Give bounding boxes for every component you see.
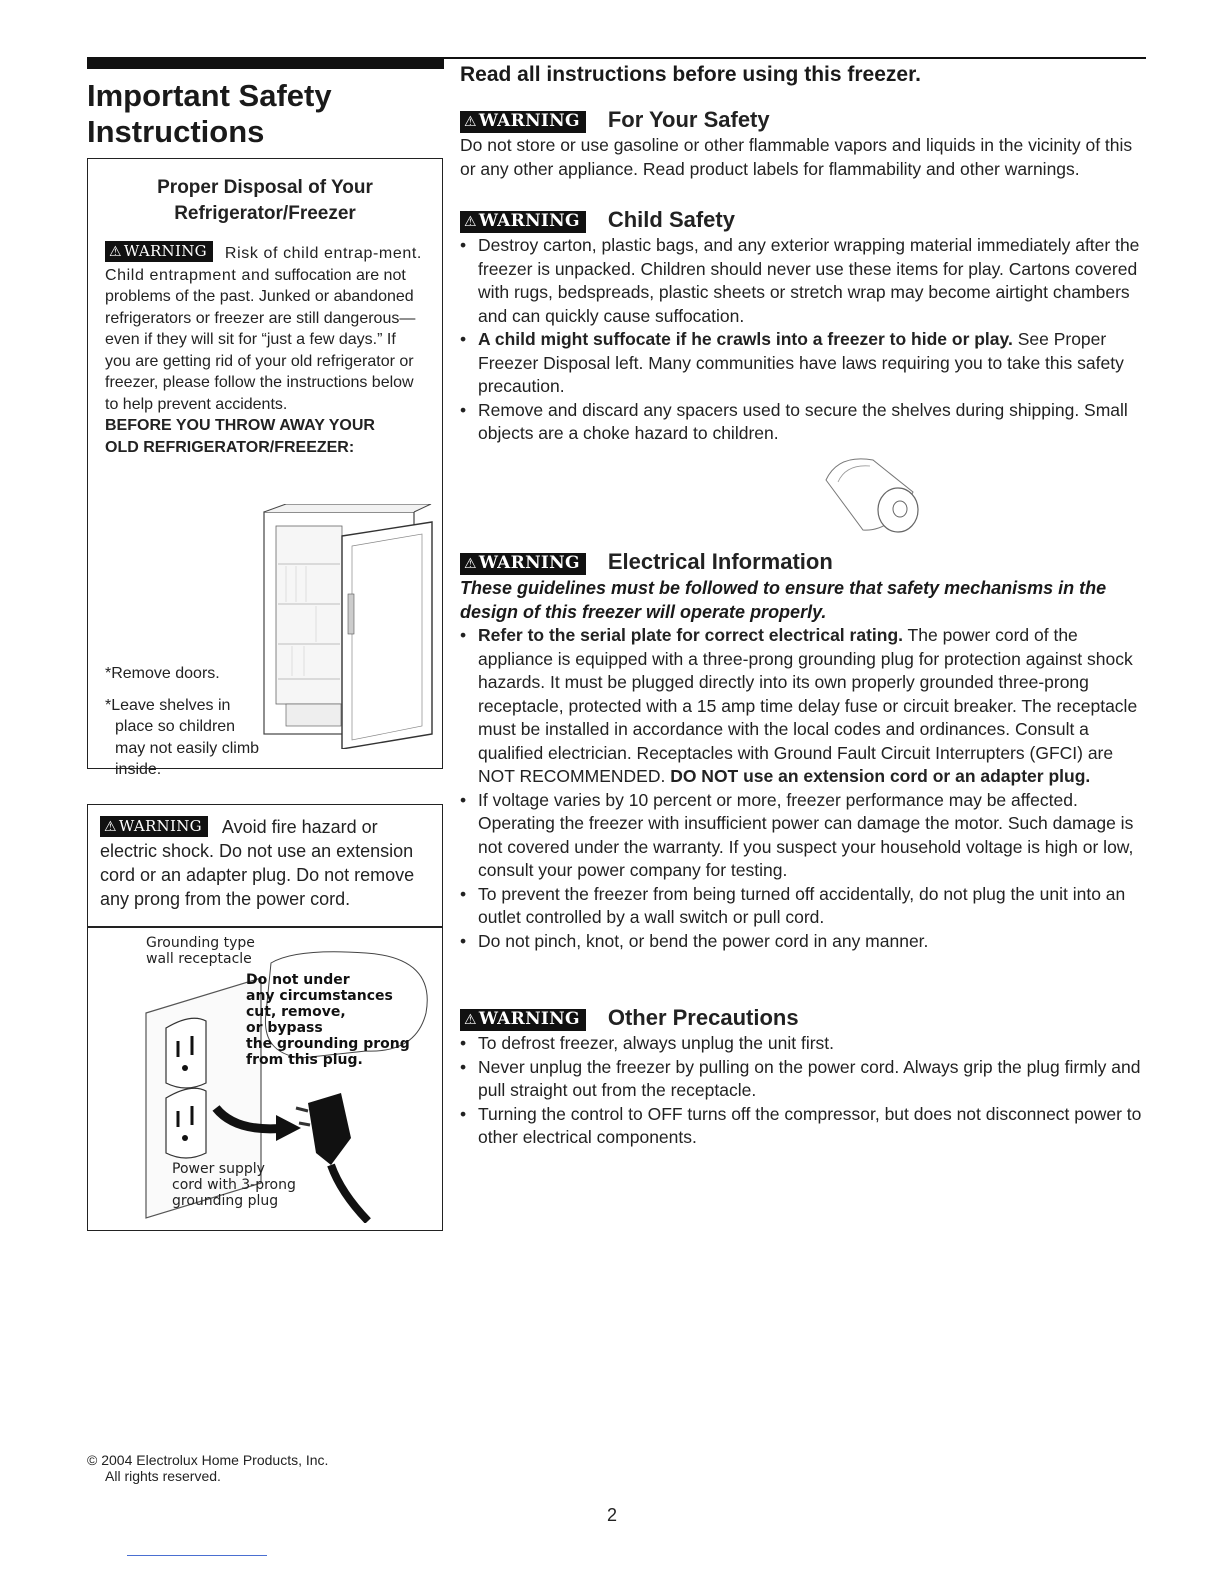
warning-badge: ⚠ WARNING: [460, 553, 586, 575]
alert-triangle-icon: ⚠: [464, 556, 477, 572]
page-title: [87, 78, 427, 150]
rights-reserved: All rights reserved.: [105, 1468, 221, 1484]
alert-triangle-icon: ⚠: [464, 114, 477, 130]
step-leave-shelves: *Leave shelves in place so children may not easily climb inside.: [105, 696, 260, 778]
header-rule: [444, 57, 1146, 59]
section-child-safety: [460, 206, 1146, 446]
warning-badge: ⚠ WARNING: [460, 1009, 586, 1031]
page-title-line2: Instructions: [87, 114, 265, 149]
freezer-illustration: [256, 504, 436, 749]
warning-badge: ⚠ WARNING: [460, 111, 586, 133]
section-your-safety: [460, 106, 1146, 181]
alert-triangle-icon: ⚠: [109, 244, 122, 260]
step-remove-doors: *Remove doors.: [105, 665, 220, 682]
list-item: • Do not pinch, knot, or bend the power cord in any manner.: [460, 930, 1146, 954]
list-item: • Remove and discard any spacers used to secure the shelves during shipping. Small objects are a choke hazard to children.: [460, 399, 1146, 446]
fire-hazard-warning: ⚠ WARNING Avoid fire hazard or electric shock. Do not use an extension cord or an adapter plug. Do not remove any prong from the power cord.: [100, 817, 415, 909]
list-item: • To defrost freezer, always unplug the unit first.: [460, 1032, 1146, 1056]
warning-badge: ⚠ WARNING: [105, 241, 213, 262]
disposal-bold-line2: OLD REFRIGERATOR/FREEZER:: [105, 438, 355, 456]
section-heading: ⚠ WARNING For Your Safety: [460, 106, 1146, 134]
other-precautions-list: [460, 1032, 1146, 1150]
list-item: • Refer to the serial plate for correct electrical rating. The power cord of the appliance is equipped with a three-prong grounding plug for protection against shock hazards. It must be plugged directly into its own properly grounded three-prong receptacle, protected with a 15 amp time delay fuse or circuit breaker. The receptacle must be installed in accordance with the local codes and ordinances. Consult a qualified electrician. Receptacles with Ground Fault Circuit Interrupters (GFCI) are NOT RECOMMENDED. DO NOT use an extension cord or an adapter plug.: [460, 624, 1146, 789]
disposal-steps: [105, 663, 265, 791]
fire-hazard-box: [87, 804, 443, 1231]
child-safety-list: [460, 234, 1146, 446]
box-divider: [88, 926, 442, 928]
alert-triangle-icon: ⚠: [464, 1012, 477, 1028]
disposal-title: [88, 175, 442, 227]
section-electrical: [460, 548, 1146, 953]
disposal-lead: Risk of child entrap-ment. Child entrapment and: [105, 245, 422, 284]
section-text: Do not store or use gasoline or other flammable vapors and liquids in the vicinity of this or any other appliance. Read product labels for flammability and other warnings.: [460, 135, 1133, 179]
spacer-roll-illustration: [818, 452, 928, 537]
bottom-link-underline[interactable]: [127, 1555, 267, 1556]
list-item: • Destroy carton, plastic bags, and any exterior wrapping material immediately after the freezer is unpacked. Children should never use these items for play. Cartons covered with rugs, bedspreads, plastic sheets or stretch wrap may become airtight chambers and can quickly cause suffocation.: [460, 234, 1146, 328]
disposal-bold-line1: BEFORE YOU THROW AWAY YOUR: [105, 417, 375, 434]
grounding-prong-callout: Do not under any circumstances cut, remove, or bypass the grounding prong from this plug.: [246, 972, 410, 1068]
disposal-box: [87, 158, 443, 778]
electrical-guideline: These guidelines must be followed to ensure that safety mechanisms in the design of this freezer will operate properly.: [460, 578, 1107, 622]
alert-triangle-icon: ⚠: [104, 819, 117, 835]
disposal-title-line2: Refrigerator/Freezer: [174, 203, 356, 224]
list-item: • Turning the control to OFF turns off the compressor, but does not disconnect power to other electrical components.: [460, 1103, 1146, 1150]
list-item: • To prevent the freezer from being turned off accidentally, do not plug the unit into an outlet controlled by a wall switch or pull cord.: [460, 883, 1146, 930]
page-number: 2: [606, 1505, 617, 1525]
copyright: © 2004 Electrolux Home Products, Inc.: [87, 1452, 329, 1468]
section-other-precautions: [460, 1004, 1146, 1150]
read-instructions-headline: Read all instructions before using this freezer.: [460, 63, 921, 86]
disposal-text: [105, 241, 423, 458]
list-item: • A child might suffocate if he crawls into a freezer to hide or play. See Proper Freezer Disposal left. Many communities have laws requiring you to take this safety precaution.: [460, 328, 1146, 399]
section-heading: ⚠ WARNING Other Precautions: [460, 1004, 1146, 1032]
page-title-line1: Important Safety: [87, 78, 332, 113]
disposal-body: suffocation are not problems of the past. Junked or abandoned refrigerators or freezer are still dangerous—even if they will sit for “just a few days.” If you are getting rid of your old refrigerator or freezer, please follow the instructions below to help prevent accidents.: [105, 266, 416, 413]
alert-triangle-icon: ⚠: [464, 214, 477, 230]
electrical-list: [460, 624, 1146, 953]
disposal-title-line1: Proper Disposal of Your: [157, 177, 373, 198]
warning-badge: ⚠ WARNING: [100, 816, 208, 837]
header-bar: [87, 57, 444, 69]
list-item: • If voltage varies by 10 percent or more, freezer performance may be affected. Operating the freezer with insufficient power can damage the motor. Such damage is not covered under the warranty. If you suspect your household voltage is high or low, consult your power company for testing.: [460, 789, 1146, 883]
list-item: • Never unplug the freezer by pulling on the power cord. Always grip the plug firmly and pull straight out from the receptacle.: [460, 1056, 1146, 1103]
warning-badge: ⚠ WARNING: [460, 211, 586, 233]
footer: [87, 1452, 328, 1484]
power-cord-label: Power supply cord with 3-prong grounding plug: [172, 1161, 296, 1209]
section-heading: ⚠ WARNING Child Safety: [460, 206, 1146, 234]
section-heading: ⚠ WARNING Electrical Information: [460, 548, 1146, 576]
receptacle-label: Grounding type wall receptacle: [146, 935, 255, 967]
